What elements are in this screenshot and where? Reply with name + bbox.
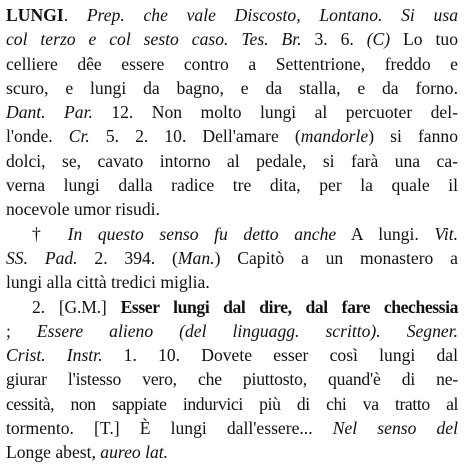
entry-line-5: Dant. Par. 12. Non molto lungi al percuoter del- <box>6 102 458 123</box>
sense-number: 2. [G.M.] <box>32 296 121 317</box>
entry-line-11: SS. Pad. 2. 394. (Man.) Capitò a un monastero a <box>6 247 458 268</box>
entry-line-6: l'onde. Cr. 5. 2. 10. Dell'amare (mandorle) si fanno <box>6 126 459 147</box>
entry-line-4: scuro, e lungi da bagno, e da stalla, e da forno. <box>6 77 458 98</box>
entry-line-17: cessità, non sappiate indurvici più di chi va tratto al <box>6 393 458 414</box>
entry-line-1: LUNGI. Prep. che vale Discosto, Lontano. Si usa <box>6 5 458 25</box>
entry-line-12: lungi alla città tredici miglia. <box>6 272 210 293</box>
dictionary-entry <box>6 3 458 465</box>
headword: LUNGI <box>6 5 64 25</box>
entry-line-18: tormento. [T.] È lungi dall'essere... Nel senso del <box>6 418 458 439</box>
entry-line-8: verna lungi dalla radice tre dita, per la quale il <box>6 175 458 196</box>
entry-line-14: ; Essere alieno (del linguagg. scritto). Segner. <box>6 320 459 341</box>
dagger-mark: † <box>32 223 68 244</box>
entry-line-13 <box>6 295 458 319</box>
entry-line-16: giurar l'istesso vero, che piuttosto, quand'è di ne- <box>6 369 458 390</box>
entry-line-3: celliere dêe essere contro a Settentrione, freddo e <box>6 53 458 74</box>
citation: Segner. <box>406 320 459 341</box>
entry-line-10: † In questo senso fu detto anche A lungi. Vit. <box>32 223 458 244</box>
entry-line-19: Longe abest, aureo lat. <box>6 442 169 463</box>
citation: Cr. <box>68 126 90 147</box>
citation: Vit. <box>434 223 458 244</box>
entry-line-7: dolci, se, cavato intorno al pedale, si farà una ca- <box>6 150 458 171</box>
citation: Dant. Par. <box>6 102 93 123</box>
entry-line-2: col terzo e col sesto caso. Tes. Br. 3. 6. (C) Lo tuo <box>6 29 459 50</box>
sense-heading: Esser lungi dal dire, dal fare chechessia <box>120 296 459 317</box>
definition-text: Prep. che vale Discosto, Lontano. Si usa <box>86 5 458 25</box>
entry-line-15: Crist. Instr. 1. 10. Dovete esser così lungi dal <box>6 345 458 366</box>
entry-line-9: nocevole umor risudi. <box>6 199 160 220</box>
